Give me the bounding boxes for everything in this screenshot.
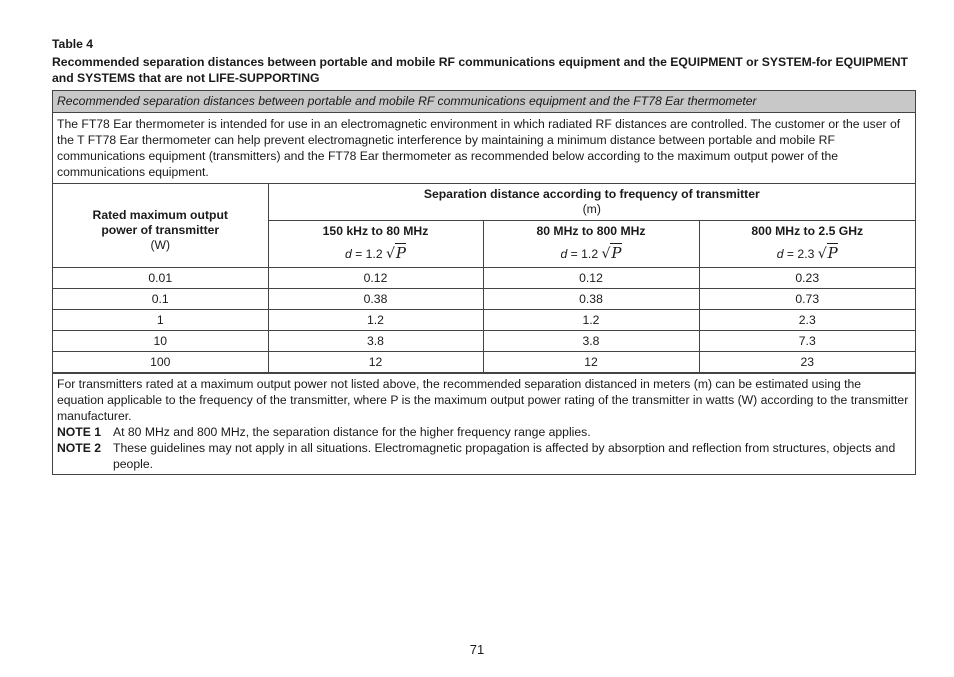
- table-label: Table 4: [52, 37, 94, 51]
- page-number: 71: [469, 642, 485, 657]
- distance-cell: 0.38: [268, 289, 483, 310]
- table-row: [53, 289, 915, 310]
- distance-cell: 1.2: [483, 310, 699, 331]
- distance-cell: 2.3: [699, 310, 915, 331]
- guidance-table: [52, 90, 916, 475]
- band-name: 80 MHz to 800 MHz: [536, 224, 646, 238]
- band-header-3: [699, 221, 915, 268]
- band-header-2: [483, 221, 699, 268]
- table-title: Recommended separation distances between portable and mobile RF communications equipment and the EQUIPMENT or SYSTEM-for EQUIPMENT and SYSTEMS that are not LIFE-SUPPORTING: [52, 55, 908, 85]
- distance-cell: 0.38: [483, 289, 699, 310]
- distance-cell: 0.12: [268, 268, 483, 289]
- distance-header: [268, 184, 915, 221]
- distance-cell: 3.8: [268, 331, 483, 352]
- band-formula: d = 1.2 √P: [344, 244, 406, 262]
- distance-cell: 12: [268, 352, 483, 373]
- table-row: [53, 331, 915, 352]
- power-cell: 1: [53, 310, 268, 331]
- band-name: 150 kHz to 80 MHz: [322, 224, 429, 238]
- distance-cell: 0.73: [699, 289, 915, 310]
- table-row: [53, 268, 915, 289]
- distance-header-title: Separation distance according to frequency of transmitter: [423, 187, 760, 201]
- power-cell: 10: [53, 331, 268, 352]
- distance-unit: (m): [582, 202, 601, 216]
- band-name: 800 MHz to 2.5 GHz: [751, 224, 864, 238]
- note-2: [57, 440, 911, 472]
- intro-paragraph: The FT78 Ear thermometer is intended for use in an electromagnetic environment in which radiated RF distances are controlled. The customer or the user of the T FT78 Ear thermometer can help prevent electromagnetic interference by maintaining a minimum distance between portable and mobile RF communications equipment (transmitters) and the FT78 Ear thermometer as recommended below according to the maximum output power of the communications equipment.: [53, 113, 915, 184]
- footer-text: For transmitters rated at a maximum output power not listed above, the recommended separation distanced in meters (m) can be estimated using the equation applicable to the frequency of the transmitter, where P is the maximum output power rating of the transmitter in watts (W) according to the transmitter manufacturer.: [57, 377, 909, 423]
- table-row: [53, 352, 915, 373]
- table-footer: [53, 373, 915, 474]
- note-label: NOTE 1: [57, 425, 102, 439]
- table-row: [53, 310, 915, 331]
- power-header: [53, 184, 268, 268]
- band-formula: d = 1.2 √P: [560, 244, 622, 262]
- power-header-line2: power of transmitter: [101, 223, 220, 237]
- note-label: NOTE 2: [57, 441, 102, 455]
- document-page: [52, 36, 916, 475]
- distance-cell: 7.3: [699, 331, 915, 352]
- power-unit: (W): [150, 238, 171, 252]
- power-cell: 0.01: [53, 268, 268, 289]
- distance-cell: 12: [483, 352, 699, 373]
- power-cell: 0.1: [53, 289, 268, 310]
- distance-cell: 0.23: [699, 268, 915, 289]
- note-text: These guidelines may not apply in all situations. Electromagnetic propagation is affected by absorption and reflection from structures, objects and people.: [113, 441, 896, 471]
- table-banner: Recommended separation distances between portable and mobile RF communications equipment and the FT78 Ear thermometer: [53, 91, 915, 113]
- separation-distance-table: [53, 184, 915, 373]
- distance-cell: 23: [699, 352, 915, 373]
- power-cell: 100: [53, 352, 268, 373]
- band-header-1: [268, 221, 483, 268]
- distance-cell: 0.12: [483, 268, 699, 289]
- note-1: [57, 424, 911, 440]
- note-text: At 80 MHz and 800 MHz, the separation distance for the higher frequency range applies.: [113, 425, 591, 439]
- band-formula: d = 2.3 √P: [776, 244, 838, 262]
- distance-cell: 1.2: [268, 310, 483, 331]
- distance-cell: 3.8: [483, 331, 699, 352]
- table-caption: [52, 36, 916, 86]
- power-header-line1: Rated maximum output: [92, 208, 228, 222]
